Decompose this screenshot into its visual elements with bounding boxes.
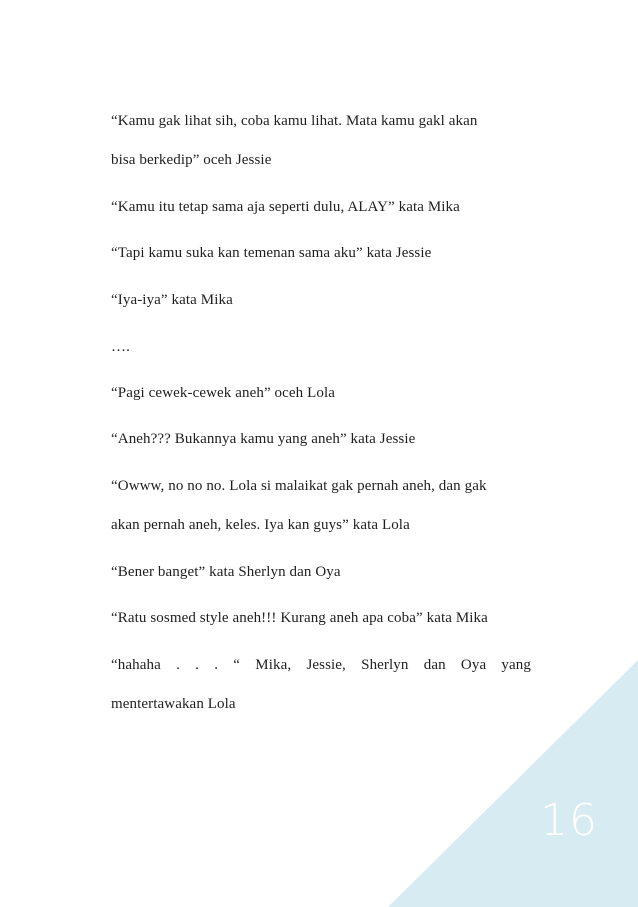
text-line: “Iya-iya” kata Mika xyxy=(111,292,233,308)
ellipsis-line: …. xyxy=(111,339,130,355)
text-line: “Aneh??? Bukannya kamu yang aneh” kata Jessie xyxy=(111,431,416,447)
text-line: “hahaha . . . “ Mika, Jessie, Sherlyn dan Oya yang xyxy=(111,657,531,673)
text-line: bisa berkedip” oceh Jessie xyxy=(111,152,272,168)
text-line: “Tapi kamu suka kan temenan sama aku” kata Jessie xyxy=(111,245,432,261)
text-line: “Pagi cewek-cewek aneh” oceh Lola xyxy=(111,385,336,401)
text-line: akan pernah aneh, keles. Iya kan guys” kata Lola xyxy=(111,517,410,533)
text-line: mentertawakan Lola xyxy=(111,696,236,712)
text-line: “Owww, no no no. Lola si malaikat gak pernah aneh, dan gak xyxy=(111,478,487,494)
text-line: “Kamu gak lihat sih, coba kamu lihat. Mata kamu gakl akan xyxy=(111,113,478,129)
text-line: “Ratu sosmed style aneh!!! Kurang aneh apa coba” kata Mika xyxy=(111,610,488,626)
page-number: 16 xyxy=(540,795,598,846)
text-line: “Bener banget” kata Sherlyn dan Oya xyxy=(111,564,341,580)
text-line: “Kamu itu tetap sama aja seperti dulu, ALAY” kata Mika xyxy=(111,199,460,215)
